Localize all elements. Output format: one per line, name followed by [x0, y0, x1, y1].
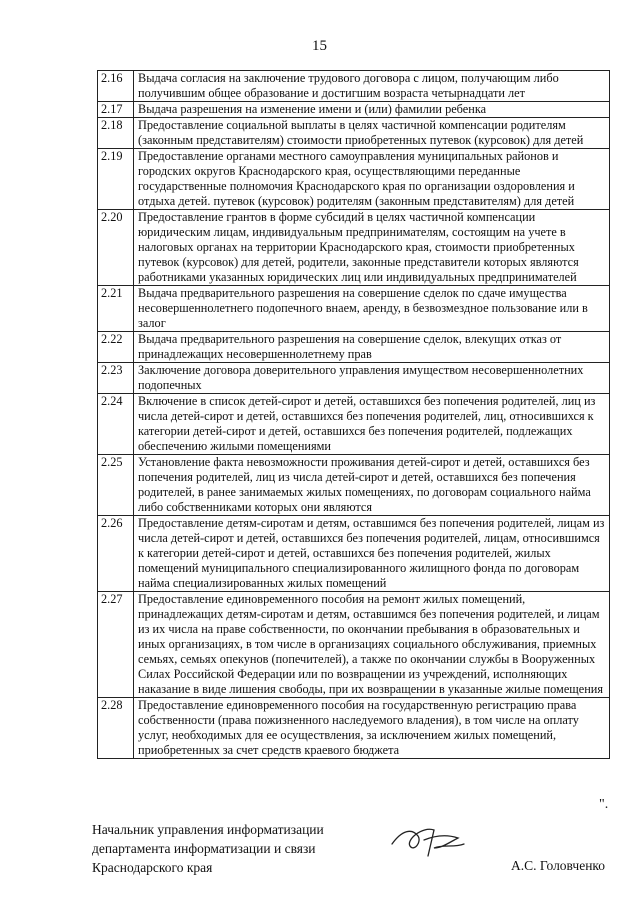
table-row	[98, 210, 610, 286]
service-description: Установление факта невозможности проживания детей-сирот и детей, оставшихся без попечения родителей, лиц из числа детей-сирот и детей, оставшихся без попечения родителей, в ранее занимаемых жилых помещениях, по договорам социального найма либо собственниками которых они являются	[134, 455, 610, 516]
service-description: Выдача разрешения на изменение имени и (или) фамилии ребенка	[134, 102, 610, 118]
signer-position-line1: Начальник управления информатизации	[92, 822, 324, 837]
row-number: 2.22	[98, 332, 134, 363]
table-row	[98, 332, 610, 363]
row-number: 2.17	[98, 102, 134, 118]
service-description: Предоставление грантов в форме субсидий в целях частичной компенсации юридическим лицам, индивидуальным предпринимателям, состоящим на учете в налоговых органах на территории Краснодарского края, стоимости приобретенных путевок (курсовок) для детей, родители, законные представители которых являются работниками указанных юридических лиц или индивидуальных предпринимателей	[134, 210, 610, 286]
row-number: 2.16	[98, 71, 134, 102]
signer-name: А.С. Головченко	[511, 858, 606, 873]
service-description: Предоставление социальной выплаты в целях частичной компенсации родителям (законным представителям) стоимости приобретенных путевок (курсовок) для детей	[134, 118, 610, 149]
row-number: 2.27	[98, 592, 134, 698]
table-row	[98, 516, 610, 592]
table-body	[98, 71, 610, 759]
table-row	[98, 102, 610, 118]
handwritten-signature	[388, 822, 468, 862]
table-row	[98, 455, 610, 516]
table-row	[98, 363, 610, 394]
row-number: 2.21	[98, 286, 134, 332]
row-number: 2.19	[98, 149, 134, 210]
service-description: Заключение договора доверительного управления имуществом несовершеннолетних подопечных	[134, 363, 610, 394]
row-number: 2.26	[98, 516, 134, 592]
table-row	[98, 698, 610, 759]
row-number: 2.18	[98, 118, 134, 149]
row-number: 2.28	[98, 698, 134, 759]
table-row	[98, 149, 610, 210]
table-row	[98, 118, 610, 149]
table-row	[98, 592, 610, 698]
signature-block	[92, 820, 324, 877]
service-description: Предоставление единовременного пособия на ремонт жилых помещений, принадлежащих детям-сиротам и детям, оставшимся без попечения родителей, и лицам из их числа на праве собственности, по окончании пребывания в образовательных и иных организациях, в том числе в организациях социального обслуживания, приемных семьях, семьях опекунов (попечителей), а также по окончании службы в Вооруженных Силах Российской Федерации или по возвращении из учреждений, исполняющих наказание в виде лишения свободы, при их возвращении в указанные жилые помещения	[134, 592, 610, 698]
row-number: 2.23	[98, 363, 134, 394]
signer-position-line2: департамента информатизации и связи	[92, 841, 316, 856]
table-row	[98, 71, 610, 102]
service-description: Выдача предварительного разрешения на совершение сделок по сдаче имущества несовершеннолетнего подопечного внаем, аренду, в безвозмездное пользование или в залог	[134, 286, 610, 332]
closing-quote: ".	[599, 797, 609, 812]
service-description: Предоставление органами местного самоуправления муниципальных районов и городских округов Краснодарского края, осуществляющими переданные государственные полномочия Краснодарского края по организации оздоровления и отдыха детей. путевок (курсовок) родителям (законным представителям) для детей	[134, 149, 610, 210]
table-row	[98, 286, 610, 332]
table-row	[98, 394, 610, 455]
service-description: Выдача согласия на заключение трудового договора с лицом, получающим либо получившим общее образование и достигшим возраста четырнадцати лет	[134, 71, 610, 102]
row-number: 2.20	[98, 210, 134, 286]
page-number: 15	[312, 38, 327, 54]
service-description: Предоставление единовременного пособия на государственную регистрацию права собственности (права пожизненного наследуемого владения), в том числе на оплату услуг, необходимых для ее осуществления, за исключением жилых помещений, приобретенных за счет средств краевого бюджета	[134, 698, 610, 759]
service-description: Предоставление детям-сиротам и детям, оставшимся без попечения родителей, лицам из числа детей-сирот и детей, оставшихся без попечения родителей, лицам, относившимся к категории детей-сирот и детей, оставшихся без попечения родителей, жилых помещений муниципального специализированного жилищного фонда по договорам найма специализированных жилых помещений	[134, 516, 610, 592]
row-number: 2.24	[98, 394, 134, 455]
services-table	[97, 70, 610, 759]
service-description: Включение в список детей-сирот и детей, оставшихся без попечения родителей, лиц из числа детей-сирот и детей, оставшихся без попечения родителей, лиц, относившихся к категории детей-сирот и детей, оставшихся без попечения родителей, подлежащих обеспечению жилыми помещениями	[134, 394, 610, 455]
row-number: 2.25	[98, 455, 134, 516]
signer-position-line3: Краснодарского края	[92, 860, 213, 875]
service-description: Выдача предварительного разрешения на совершение сделок, влекущих отказ от принадлежащих несовершеннолетнему прав	[134, 332, 610, 363]
